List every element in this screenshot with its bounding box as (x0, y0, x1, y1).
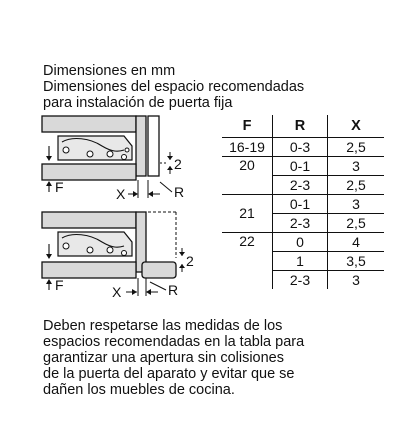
cell-R: 1 (273, 252, 328, 271)
cell-R: 0 (273, 233, 328, 252)
heading-subtitle: para instalación de puerta fija (43, 95, 233, 111)
cell-R: 0-1 (273, 195, 328, 214)
bottom-hinge-figure (42, 212, 194, 300)
cell-R: 2-3 (273, 176, 328, 195)
table-row (222, 157, 384, 176)
cell-X: 3 (328, 195, 385, 214)
cell-X: 2,5 (328, 138, 385, 157)
table-row (222, 195, 384, 214)
top-hinge-figure (42, 116, 184, 202)
col-header-X: X (328, 115, 385, 138)
note-line: espacios recomendadas en la tabla para (43, 334, 305, 350)
note-line: Deben respetarse las medidas de los (43, 318, 283, 334)
cell-R: 2-3 (273, 271, 328, 290)
cell-F: 16-19 (222, 138, 273, 157)
cell-R: 0-3 (273, 138, 328, 157)
bottom-label-X: X (112, 284, 122, 300)
note-line: garantizar una apertura sin colisiones (43, 350, 284, 366)
table-header-row (222, 115, 384, 138)
bottom-label-R: R (168, 282, 179, 298)
table-row (222, 138, 384, 157)
cell-R: 0-1 (273, 157, 328, 176)
cell-R: 2-3 (273, 214, 328, 233)
cell-X: 4 (328, 233, 385, 252)
cell-F: 22 (222, 233, 273, 290)
cell-X: 2,5 (328, 214, 385, 233)
table-row (222, 233, 384, 252)
note-line: de la puerta del aparato y evitar que se (43, 366, 295, 382)
heading-units: Dimensiones en mm (43, 63, 176, 79)
top-label-F: F (55, 179, 64, 195)
heading-title: Dimensiones del espacio recomendadas (43, 79, 305, 95)
col-header-R: R (273, 115, 328, 138)
cell-X: 3,5 (328, 252, 385, 271)
note-line: dañen los muebles de cocina. (43, 382, 235, 398)
dimensions-table (222, 115, 384, 289)
cell-F: 21 (222, 195, 273, 233)
cell-X: 3 (328, 157, 385, 176)
bottom-label-gap: 2 (186, 253, 194, 269)
top-label-gap: 2 (174, 156, 182, 172)
cell-X: 2,5 (328, 176, 385, 195)
top-label-X: X (116, 186, 126, 202)
cell-X: 3 (328, 271, 385, 290)
top-label-R: R (174, 184, 185, 200)
cell-F: 20 (222, 157, 273, 195)
col-header-F: F (222, 115, 273, 138)
bottom-label-F: F (55, 277, 64, 293)
